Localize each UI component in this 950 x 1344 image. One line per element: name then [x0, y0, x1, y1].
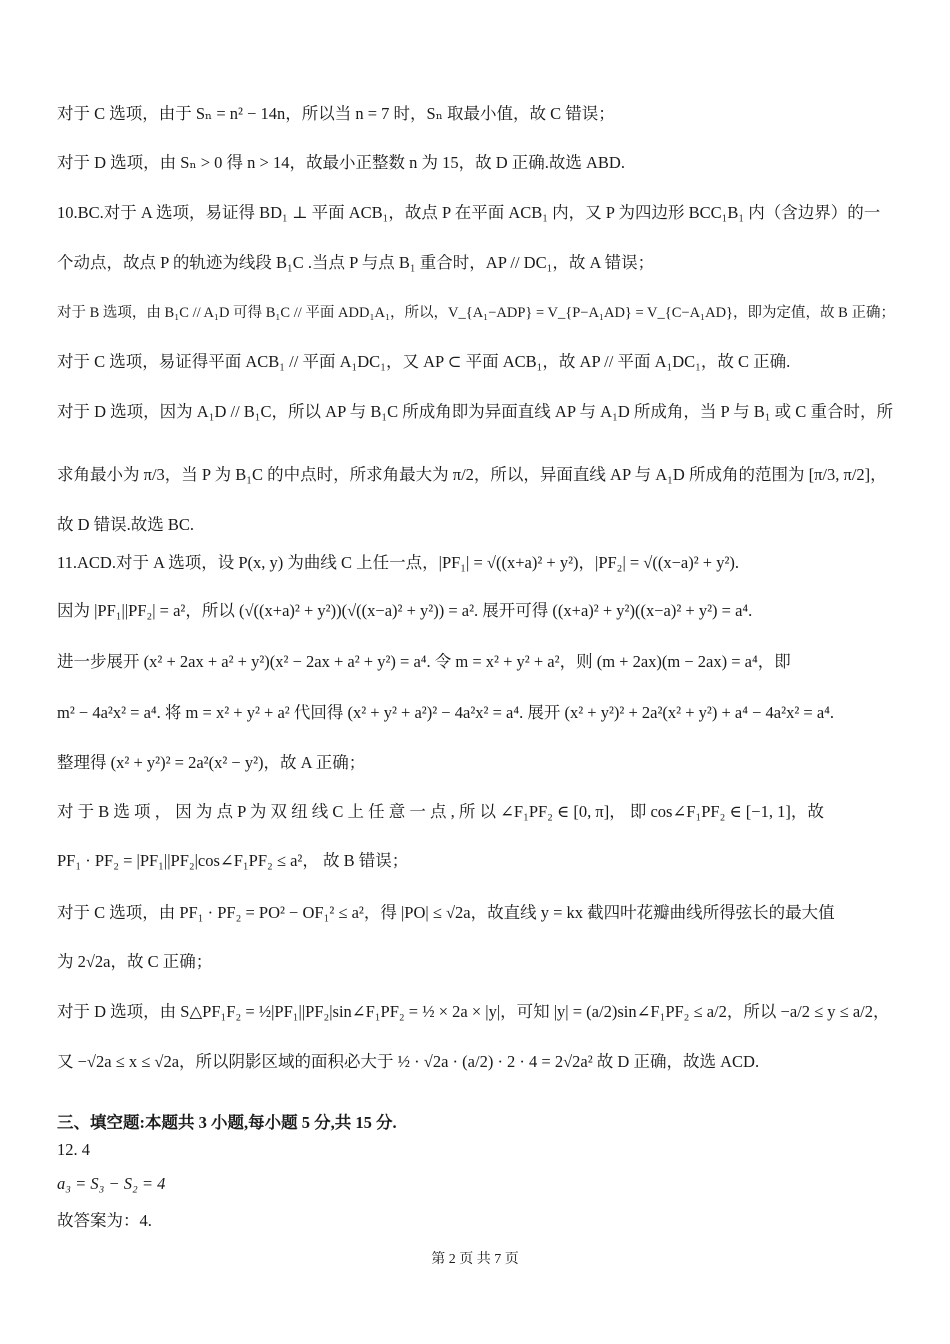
text-line: 个动点，故点 P 的轨迹为线段 B₁C .当点 P 与点 B₁ 重合时，AP // DC₁，故 A 错误；: [57, 253, 655, 272]
text-line: 对于 D 选项，因为 A₁D // B₁C，所以 AP 与 B₁C 所成角即为异面直线 AP 与 A₁D 所成角，当 P 与 B₁ 或 C 重合时，所: [57, 402, 893, 421]
page-footer: 第 2 页 共 7 页: [431, 1252, 519, 1267]
text-line: 11.ACD.对于 A 选项，设 P(x, y) 为曲线 C 上任一点，|PF₁| = √((x+a)² + y²)，|PF₂| = √((x−a)² + y²).: [57, 553, 740, 572]
text-line: 进一步展开 (x² + 2ax + a² + y²)(x² − 2ax + a² + y²) = a⁴. 令 m = x² + y² + a²，则 (m + 2ax)(m − 2ax) = a⁴，即: [57, 652, 791, 671]
text-line: 因为 |PF₁||PF₂| = a²，所以 (√((x+a)² + y²))(√((x−a)² + y²)) = a². 展开可得 ((x+a)² + y²)((x−a)² + y²) = a⁴.: [57, 601, 753, 620]
text-line: 10.BC.对于 A 选项，易证得 BD₁ ⊥ 平面 ACB₁，故点 P 在平面 ACB₁ 内，又 P 为四边形 BCC₁B₁ 内（含边界）的一: [57, 203, 881, 222]
text-line: 求角最小为 π/3，当 P 为 B₁C 的中点时，所求角最大为 π/2，所以，异面直线 AP 与 A₁D 所成角的范围为 [π/3, π/2]，: [57, 465, 887, 484]
text-line: 对于 C 选项，由 PF₁ · PF₂ = PO² − OF₁² ≤ a²，得 |PO| ≤ √2a，故直线 y = kx 截四叶花瓣曲线所得弦长的最大值: [57, 903, 835, 922]
text-line: 对于 D 选项，由 S△PF₁F₂ = ½|PF₁||PF₂|sin∠F₁PF₂ = ½ × 2a × |y|，可知 |y| = (a/2)sin∠F₁PF₂ ≤ a/2，所以 −a/2 ≤ y ≤ a/2，: [57, 1002, 890, 1021]
text-line: 对于 C 选项，由于 Sₙ = n² − 14n，所以当 n = 7 时，Sₙ 取最小值，故 C 错误；: [57, 104, 615, 123]
section-heading: 三、填空题:本题共 3 小题,每小题 5 分,共 15 分.: [57, 1113, 397, 1132]
text-line: 故 D 错误.故选 BC.: [57, 515, 195, 534]
text-line: 对于 C 选项，易证得平面 ACB₁ // 平面 A₁DC₁，又 AP ⊂ 平面 ACB₁，故 AP // 平面 A₁DC₁，故 C 正确.: [57, 352, 791, 371]
text-line: PF₁ · PF₂ = |PF₁||PF₂|cos∠F₁PF₂ ≤ a²， 故 B 错误；: [57, 851, 409, 870]
text-line: 对于 D 选项，由 Sₙ > 0 得 n > 14，故最小正整数 n 为 15，故 D 正确.故选 ABD.: [57, 153, 625, 172]
text-line: 整理得 (x² + y²)² = 2a²(x² − y²)，故 A 正确；: [57, 753, 366, 772]
answer-12-label: 12. 4: [57, 1140, 90, 1159]
text-line: 又 −√2a ≤ x ≤ √2a，所以阴影区域的面积必大于 ½ · √2a · (a/2) · 2 · 4 = 2√2a² 故 D 正确，故选 ACD.: [57, 1052, 760, 1071]
text-line: 为 2√2a，故 C 正确；: [57, 952, 213, 971]
text-line: m² − 4a²x² = a⁴. 将 m = x² + y² + a² 代回得 (x² + y² + a²)² − 4a²x² = a⁴. 展开 (x² + y²)² + 2a²(x² + y²) + a⁴ − 4a²x² = a⁴.: [57, 703, 835, 722]
answer-12-work: a₃ = S₃ − S₂ = 4: [57, 1174, 166, 1193]
text-line: 对 于 B 选 项 ， 因 为 点 P 为 双 纽 线 C 上 任 意 一 点 , 所 以 ∠F₁PF₂ ∈ [0, π]， 即 cos∠F₁PF₂ ∈ [−1, 1]，故: [57, 802, 824, 821]
answer-12-final: 故答案为：4.: [57, 1211, 152, 1230]
text-line: 对于 B 选项，由 B₁C // A₁D 可得 B₁C // 平面 ADD₁A₁，所以，V_{A₁−ADP} = V_{P−A₁AD} = V_{C−A₁AD}，即为定值，故 B 正确；: [57, 305, 895, 321]
